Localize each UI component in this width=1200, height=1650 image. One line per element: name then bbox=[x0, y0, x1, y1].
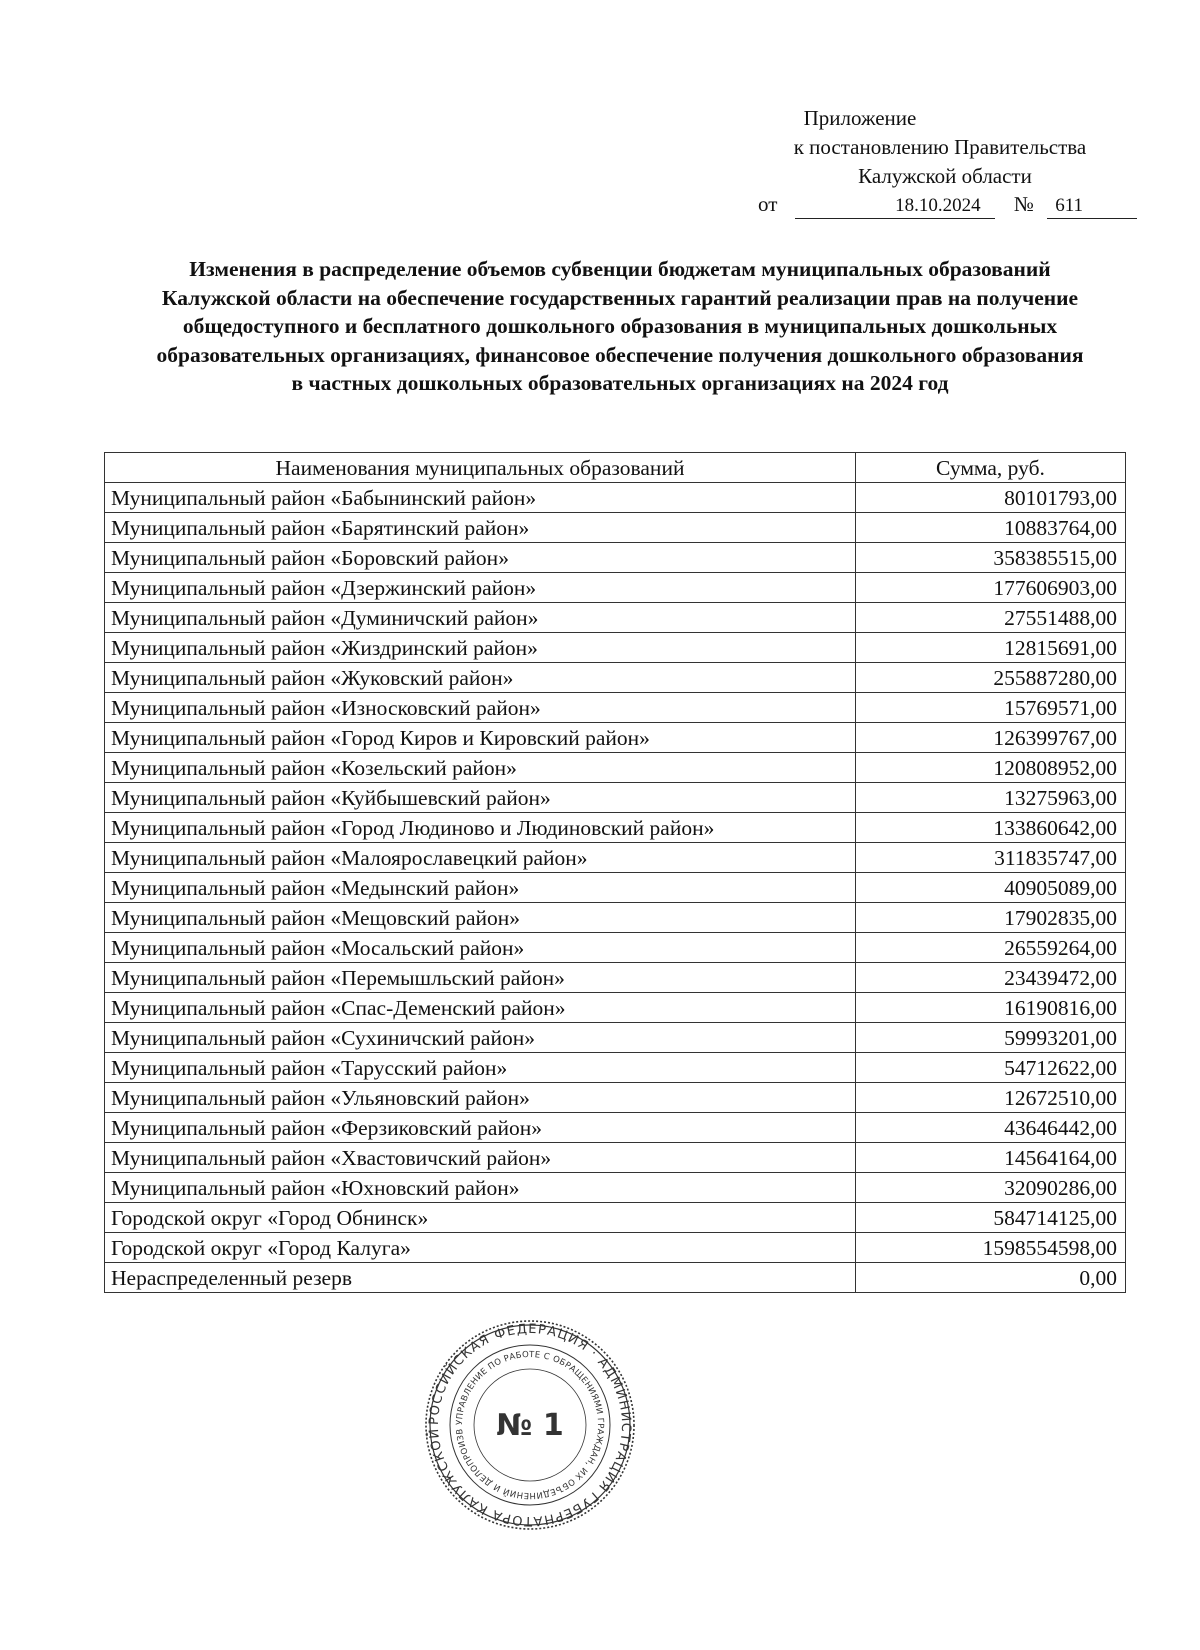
sum-cell: 584714125,00 bbox=[856, 1203, 1126, 1233]
table-row bbox=[105, 753, 1126, 783]
sum-cell: 17902835,00 bbox=[856, 903, 1126, 933]
municipality-name-cell: Муниципальный район «Думиничский район» bbox=[105, 603, 856, 633]
table-header-row bbox=[105, 453, 1126, 483]
table-row bbox=[105, 603, 1126, 633]
table-row bbox=[105, 813, 1126, 843]
seal-center-number: № 1 bbox=[496, 1408, 564, 1443]
document-title: Изменения в распределение объемов субвенции бюджетам муниципальных образований Калужской области на обеспечение государственных гарантий реализации прав на получение общедоступного и бесплатного дошкольного образования в муниципальных дошкольных образовательных организациях, финансовое обеспечение получения дошкольного образования в частных дошкольных образовательных организациях на 2024 год bbox=[156, 257, 1084, 395]
distribution-table-wrapper bbox=[104, 452, 1126, 1293]
municipality-name-cell: Городской округ «Город Обнинск» bbox=[105, 1203, 856, 1233]
sum-cell: 43646442,00 bbox=[856, 1113, 1126, 1143]
table-row bbox=[105, 1083, 1126, 1113]
municipality-name-cell: Муниципальный район «Сухиничский район» bbox=[105, 1023, 856, 1053]
column-header-name: Наименования муниципальных образований bbox=[105, 453, 856, 483]
municipality-name-cell: Муниципальный район «Город Киров и Кировский район» bbox=[105, 723, 856, 753]
sum-cell: 133860642,00 bbox=[856, 813, 1126, 843]
seal-outer-text: РОССИЙСКАЯ ФЕДЕРАЦИЯ · АДМИНИСТРАЦИЯ ГУБЕРНАТОРА КАЛУЖСКОЙ bbox=[426, 1321, 634, 1529]
municipality-name-cell: Муниципальный район «Жуковский район» bbox=[105, 663, 856, 693]
sum-cell: 59993201,00 bbox=[856, 1023, 1126, 1053]
table-row bbox=[105, 873, 1126, 903]
municipality-name-cell: Муниципальный район «Мосальский район» bbox=[105, 933, 856, 963]
municipality-name-cell: Муниципальный район «Козельский район» bbox=[105, 753, 856, 783]
table-row bbox=[105, 513, 1126, 543]
sum-cell: 15769571,00 bbox=[856, 693, 1126, 723]
sum-cell: 23439472,00 bbox=[856, 963, 1126, 993]
municipality-name-cell: Муниципальный район «Ферзиковский район» bbox=[105, 1113, 856, 1143]
sum-cell: 26559264,00 bbox=[856, 933, 1126, 963]
table-row bbox=[105, 1233, 1126, 1263]
sum-cell: 27551488,00 bbox=[856, 603, 1126, 633]
municipality-name-cell: Муниципальный район «Перемышльский район» bbox=[105, 963, 856, 993]
table-row bbox=[105, 573, 1126, 603]
table-row bbox=[105, 963, 1126, 993]
municipality-name-cell: Муниципальный район «Медынский район» bbox=[105, 873, 856, 903]
municipality-name-cell: Муниципальный район «Дзержинский район» bbox=[105, 573, 856, 603]
municipality-name-cell: Муниципальный район «Барятинский район» bbox=[105, 513, 856, 543]
sum-cell: 10883764,00 bbox=[856, 513, 1126, 543]
sum-cell: 126399767,00 bbox=[856, 723, 1126, 753]
date-value: 18.10.2024 bbox=[795, 194, 995, 219]
official-seal bbox=[422, 1317, 638, 1533]
municipality-name-cell: Муниципальный район «Спас-Деменский район» bbox=[105, 993, 856, 1023]
seal-graphic bbox=[422, 1317, 638, 1533]
distribution-table bbox=[104, 452, 1126, 1293]
table-row bbox=[105, 543, 1126, 573]
sum-cell: 12672510,00 bbox=[856, 1083, 1126, 1113]
municipality-name-cell: Муниципальный район «Юхновский район» bbox=[105, 1173, 856, 1203]
table-row bbox=[105, 993, 1126, 1023]
municipality-name-cell: Муниципальный район «Жиздринский район» bbox=[105, 633, 856, 663]
sum-cell: 311835747,00 bbox=[856, 843, 1126, 873]
table-row bbox=[105, 693, 1126, 723]
table-row bbox=[105, 933, 1126, 963]
sum-cell: 16190816,00 bbox=[856, 993, 1126, 1023]
seal-inner-text: УПРАВЛЕНИЕ ПО РАБОТЕ С ОБРАЩЕНИЯМИ ГРАЖДАН, ИХ ОБЪЕДИНЕНИЙ И ДЕЛОПРОИЗВ bbox=[454, 1349, 606, 1501]
municipality-name-cell: Муниципальный район «Износковский район» bbox=[105, 693, 856, 723]
date-label: от bbox=[758, 192, 778, 216]
attachment-header bbox=[740, 104, 1140, 191]
municipality-name-cell: Муниципальный район «Малоярославецкий район» bbox=[105, 843, 856, 873]
attachment-line-3: Калужской области bbox=[858, 164, 1032, 188]
table-row bbox=[105, 1113, 1126, 1143]
table-row bbox=[105, 1173, 1126, 1203]
number-value: 611 bbox=[1047, 194, 1137, 219]
sum-cell: 0,00 bbox=[856, 1263, 1126, 1293]
sum-cell: 255887280,00 bbox=[856, 663, 1126, 693]
sum-cell: 12815691,00 bbox=[856, 633, 1126, 663]
sum-cell: 80101793,00 bbox=[856, 483, 1126, 513]
table-row bbox=[105, 783, 1126, 813]
municipality-name-cell: Муниципальный район «Хвастовичский район» bbox=[105, 1143, 856, 1173]
sum-cell: 13275963,00 bbox=[856, 783, 1126, 813]
sum-cell: 54712622,00 bbox=[856, 1053, 1126, 1083]
table-row bbox=[105, 1263, 1126, 1293]
number-label: № bbox=[1013, 192, 1034, 216]
municipality-name-cell: Городской округ «Город Калуга» bbox=[105, 1233, 856, 1263]
table-row bbox=[105, 1053, 1126, 1083]
table-row bbox=[105, 1203, 1126, 1233]
municipality-name-cell: Муниципальный район «Бабынинский район» bbox=[105, 483, 856, 513]
table-row bbox=[105, 1143, 1126, 1173]
sum-cell: 1598554598,00 bbox=[856, 1233, 1126, 1263]
table-row bbox=[105, 903, 1126, 933]
attachment-line-1: Приложение bbox=[803, 106, 917, 130]
sum-cell: 40905089,00 bbox=[856, 873, 1126, 903]
municipality-name-cell: Муниципальный район «Мещовский район» bbox=[105, 903, 856, 933]
municipality-name-cell: Муниципальный район «Город Людиново и Людиновский район» bbox=[105, 813, 856, 843]
sum-cell: 358385515,00 bbox=[856, 543, 1126, 573]
sum-cell: 14564164,00 bbox=[856, 1143, 1126, 1173]
attachment-line-2: к постановлению Правительства bbox=[793, 135, 1087, 159]
table-row bbox=[105, 1023, 1126, 1053]
sum-cell: 120808952,00 bbox=[856, 753, 1126, 783]
table-body bbox=[105, 483, 1126, 1293]
table-row bbox=[105, 723, 1126, 753]
table-row bbox=[105, 663, 1126, 693]
column-header-sum: Сумма, руб. bbox=[856, 453, 1126, 483]
table-row bbox=[105, 483, 1126, 513]
municipality-name-cell: Муниципальный район «Куйбышевский район» bbox=[105, 783, 856, 813]
table-row bbox=[105, 843, 1126, 873]
municipality-name-cell: Муниципальный район «Ульяновский район» bbox=[105, 1083, 856, 1113]
sum-cell: 32090286,00 bbox=[856, 1173, 1126, 1203]
municipality-name-cell: Нераспределенный резерв bbox=[105, 1263, 856, 1293]
sum-cell: 177606903,00 bbox=[856, 573, 1126, 603]
municipality-name-cell: Муниципальный район «Тарусский район» bbox=[105, 1053, 856, 1083]
table-row bbox=[105, 633, 1126, 663]
municipality-name-cell: Муниципальный район «Боровский район» bbox=[105, 543, 856, 573]
date-number-line bbox=[758, 192, 1137, 219]
